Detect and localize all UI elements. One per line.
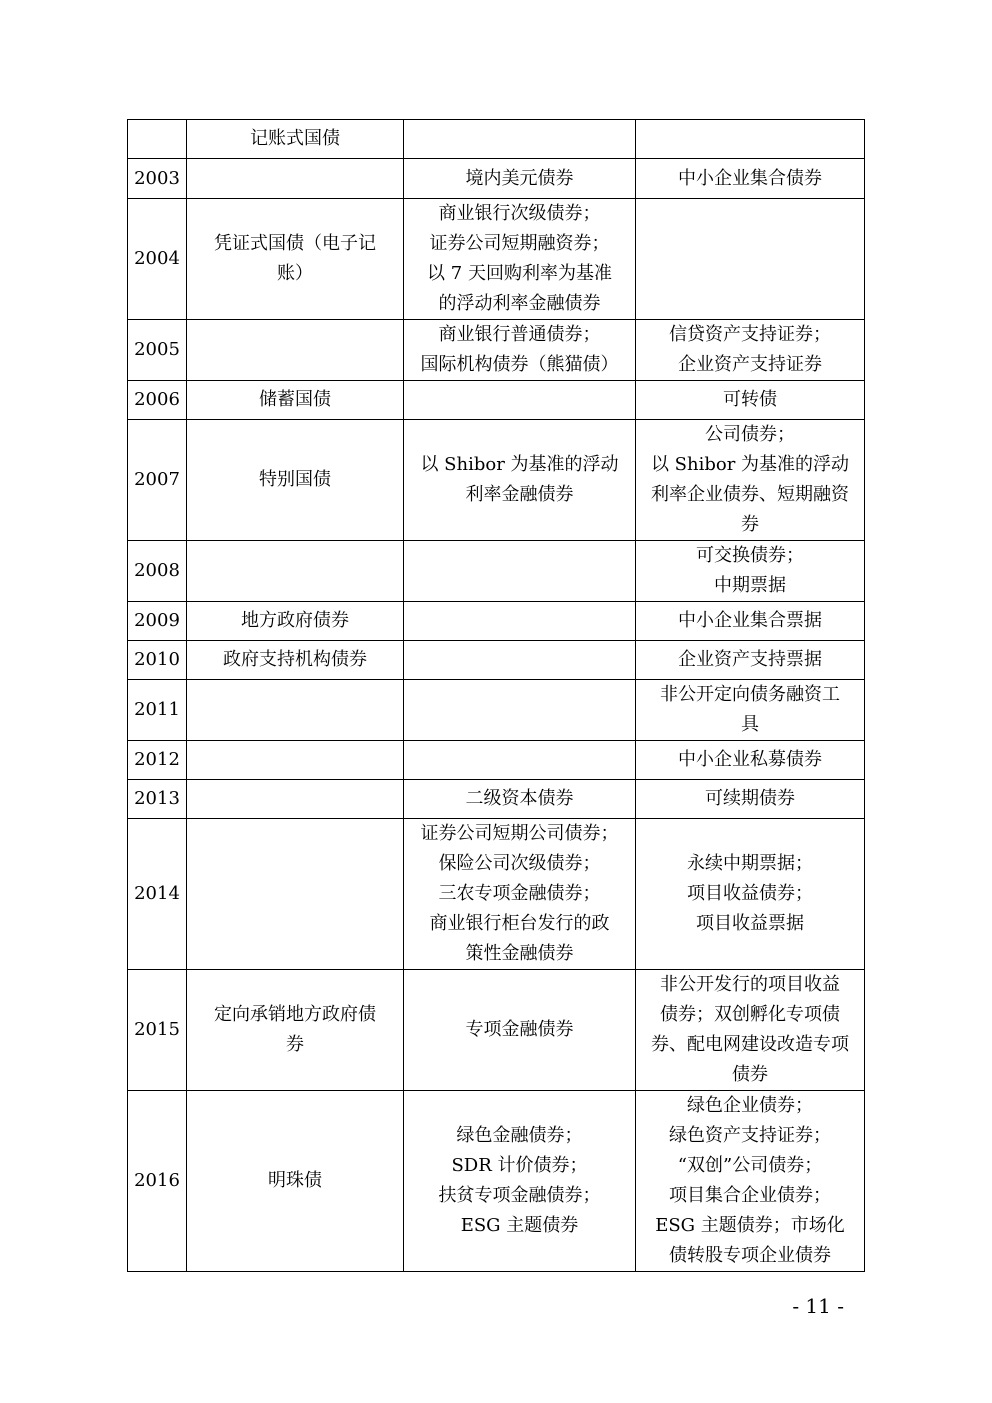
financial-line: 商业银行普通债券； [438,324,601,345]
financial-line: 证券公司短期公司债券； [420,823,619,844]
corporate-line: 绿色资产支持证券； [669,1125,831,1146]
sovereign-cell [187,1091,404,1272]
year-label: 2010 [134,649,180,670]
year-label: 2006 [134,389,180,410]
year-label: 2007 [134,469,180,490]
financial-cell [404,120,636,159]
financial-line: 扶贫专项金融债券； [438,1185,601,1206]
corporate-line: 债券；双创孵化专项债 [660,1004,840,1025]
sovereign-line: 账） [277,263,313,284]
corporate-line: 非公开发行的项目收益 [660,974,840,995]
financial-line: 三农专项金融债券； [438,883,601,904]
corporate-cell [636,159,865,199]
table-row [128,1091,865,1272]
corporate-line: 中期票据 [714,575,786,596]
corporate-cell [636,420,865,541]
corporate-line: 项目收益票据 [696,913,804,934]
table-row [128,819,865,970]
corporate-line: 券、配电网建设改造专项 [651,1034,849,1055]
year-cell [128,819,187,970]
corporate-cell [636,1091,865,1272]
sovereign-cell [187,541,404,602]
corporate-line: 可续期债券 [705,788,795,809]
sovereign-line: 地方政府债券 [241,610,349,631]
sovereign-line: 明珠债 [268,1170,322,1191]
year-cell [128,120,187,159]
financial-cell [404,680,636,741]
sovereign-line: 政府支持机构债券 [223,649,367,670]
sovereign-cell [187,970,404,1091]
corporate-line: 中小企业私募债券 [678,749,822,770]
financial-line: 二级资本债券 [465,788,574,809]
corporate-line: 绿色企业债券； [687,1095,813,1116]
corporate-line: “双创”公司债券； [677,1155,823,1176]
year-label: 2008 [134,560,180,581]
table-row [128,120,865,159]
year-cell [128,420,187,541]
corporate-line: 中小企业集合票据 [678,610,822,631]
corporate-line: 可交换债券； [696,545,804,566]
table-row [128,381,865,420]
corporate-cell [636,641,865,680]
year-label: 2009 [134,610,180,631]
corporate-line: 债券 [732,1064,768,1085]
corporate-line: 可转债 [723,389,777,410]
sovereign-line: 券 [286,1034,304,1055]
financial-line: 以 7 天回购利率为基准 [427,263,612,284]
sovereign-cell [187,680,404,741]
year-label: 2015 [134,1019,180,1040]
financial-cell [404,602,636,641]
corporate-line: ESG 主题债券；市场化 [655,1215,845,1236]
corporate-line: 利率企业债券、短期融资 [651,484,849,505]
corporate-cell [636,199,865,320]
year-cell [128,159,187,199]
sovereign-line: 凭证式国债（电子记 [214,233,376,254]
corporate-cell [636,120,865,159]
year-cell [128,602,187,641]
corporate-cell [636,320,865,381]
financial-cell [404,741,636,780]
table-row [128,680,865,741]
table-row [128,780,865,819]
year-cell [128,680,187,741]
corporate-line: 以 Shibor 为基准的浮动 [650,454,850,475]
year-label: 2003 [134,167,180,189]
corporate-cell [636,602,865,641]
sovereign-cell [187,381,404,420]
year-label: 2014 [134,883,180,904]
corporate-line: 中小企业集合债券 [678,167,822,189]
financial-cell [404,1091,636,1272]
financial-line: 商业银行柜台发行的政 [429,913,610,934]
corporate-cell [636,780,865,819]
corporate-line: 项目收益债券； [687,883,813,904]
table-row [128,602,865,641]
financial-cell [404,159,636,199]
year-cell [128,199,187,320]
corporate-cell [636,541,865,602]
financial-line: 专项金融债券 [465,1019,574,1040]
financial-line: 利率金融债券 [465,484,574,505]
corporate-line: 具 [741,714,759,735]
table-row [128,741,865,780]
corporate-line: 债转股专项企业债券 [669,1245,831,1266]
year-cell [128,970,187,1091]
sovereign-cell [187,159,404,199]
year-cell [128,541,187,602]
sovereign-cell [187,420,404,541]
corporate-line: 非公开定向债务融资工 [660,684,840,705]
financial-line: 境内美元债券 [465,167,574,189]
sovereign-line: 特别国债 [259,469,331,490]
corporate-line: 企业资产支持票据 [678,649,822,670]
sovereign-cell [187,780,404,819]
sovereign-cell [187,741,404,780]
corporate-line: 永续中期票据； [687,853,813,874]
corporate-line: 企业资产支持证券 [678,354,822,375]
year-label: 2012 [134,749,180,770]
table-row [128,420,865,541]
table-row [128,159,865,199]
financial-cell [404,819,636,970]
corporate-cell [636,381,865,420]
financial-line: 证券公司短期融资券； [429,233,610,254]
table-row [128,641,865,680]
year-label: 2005 [134,339,180,360]
year-cell [128,741,187,780]
sovereign-line: 储蓄国债 [259,389,331,410]
financial-cell [404,420,636,541]
financial-line: 的浮动利率金融债券 [438,293,601,314]
year-cell [128,1091,187,1272]
financial-cell [404,320,636,381]
table-row [128,320,865,381]
sovereign-line: 记账式国债 [250,128,340,149]
financial-cell [404,541,636,602]
financial-line: 以 Shibor 为基准的浮动 [420,454,619,475]
year-cell [128,780,187,819]
corporate-cell [636,680,865,741]
financial-line: SDR 计价债券； [451,1155,588,1176]
corporate-line: 信贷资产支持证券； [669,324,831,345]
table-row [128,970,865,1091]
sovereign-cell [187,320,404,381]
financial-cell [404,381,636,420]
sovereign-cell [187,641,404,680]
year-cell [128,381,187,420]
financial-cell [404,970,636,1091]
corporate-cell [636,741,865,780]
year-label: 2011 [134,699,180,720]
bond-innovation-table [127,119,865,1272]
financial-line: ESG 主题债券 [460,1215,579,1236]
corporate-cell [636,970,865,1091]
corporate-line: 项目集合企业债券； [669,1185,831,1206]
year-label: 2016 [134,1170,180,1191]
financial-cell [404,641,636,680]
table-row [128,199,865,320]
financial-cell [404,780,636,819]
financial-line: 保险公司次级债券； [438,853,601,874]
sovereign-cell [187,120,404,159]
financial-line: 绿色金融债券； [456,1125,583,1146]
corporate-line: 券 [741,514,759,535]
year-label: 2013 [134,788,180,809]
financial-line: 商业银行次级债券； [438,203,601,224]
year-cell [128,320,187,381]
sovereign-cell [187,819,404,970]
sovereign-cell [187,199,404,320]
sovereign-line: 定向承销地方政府债 [214,1004,376,1025]
year-cell [128,641,187,680]
financial-cell [404,199,636,320]
financial-line: 国际机构债券（熊猫债） [420,354,619,375]
table-row [128,541,865,602]
corporate-line: 公司债券； [705,424,795,445]
sovereign-cell [187,602,404,641]
page-number: - 11 - [792,1294,844,1318]
financial-line: 策性金融债券 [465,943,574,964]
corporate-cell [636,819,865,970]
year-label: 2004 [134,248,180,269]
